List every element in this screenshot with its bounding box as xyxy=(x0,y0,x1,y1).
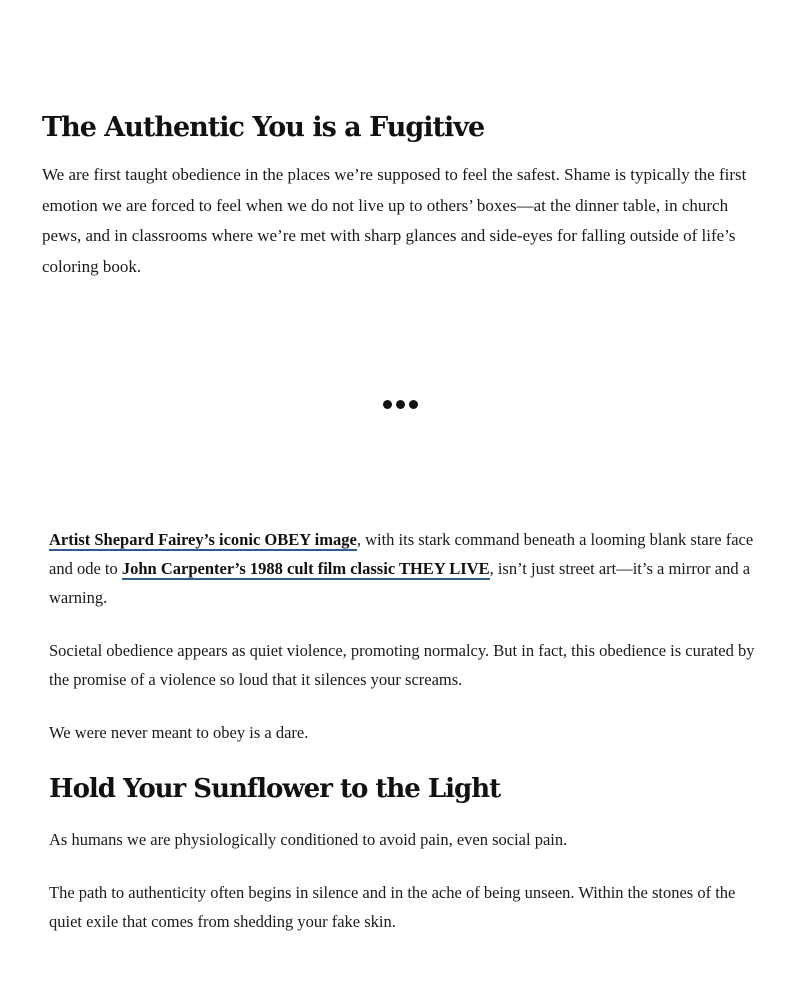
divider-dot-icon xyxy=(383,400,392,409)
they-live-film-link[interactable]: John Carpenter’s 1988 cult film classic THEY LIVE xyxy=(121,559,490,578)
obey-paragraph-text-end: , isn’t just street art—it’s a mirror and a warning. xyxy=(49,559,751,607)
divider-dot-icon xyxy=(409,400,418,409)
article-section-intro xyxy=(42,108,762,282)
section-heading-sunflower: Hold Your Sunflower to the Light xyxy=(49,774,501,804)
shepard-fairey-obey-link[interactable]: Artist Shepard Fairey’s iconic OBEY image xyxy=(49,530,357,549)
obey-paragraph-text: , with its stark command beneath a looming blank stare face and ode to xyxy=(49,530,754,578)
obey-paragraph xyxy=(49,525,759,612)
societal-obedience-paragraph: Societal obedience appears as quiet violence, promoting normalcy. But in fact, this obedience is curated by the promise of a violence so loud that it silences your screams. xyxy=(49,641,755,689)
intro-paragraph: We are first taught obedience in the places we’re supposed to feel the safest. Shame is typically the first emotion we are forced to feel when we do not live up to others’ boxes—at the dinner table, in church pews, and in classrooms where we’re met with sharp glances and side-eyes for falling outside of life’s coloring book. xyxy=(42,165,747,276)
authenticity-paragraph: The path to authenticity often begins in silence and in the ache of being unseen. Within the stones of the quiet exile that comes from shedding your fake skin. xyxy=(49,883,736,931)
divider-dot-icon xyxy=(396,400,405,409)
section-divider xyxy=(0,400,800,409)
article-section-body xyxy=(49,525,759,960)
dare-paragraph: We were never meant to obey is a dare. xyxy=(49,723,309,742)
pain-paragraph: As humans we are physiologically conditioned to avoid pain, even social pain. xyxy=(49,830,568,849)
section-heading-authentic-you: The Authentic You is a Fugitive xyxy=(42,112,485,143)
